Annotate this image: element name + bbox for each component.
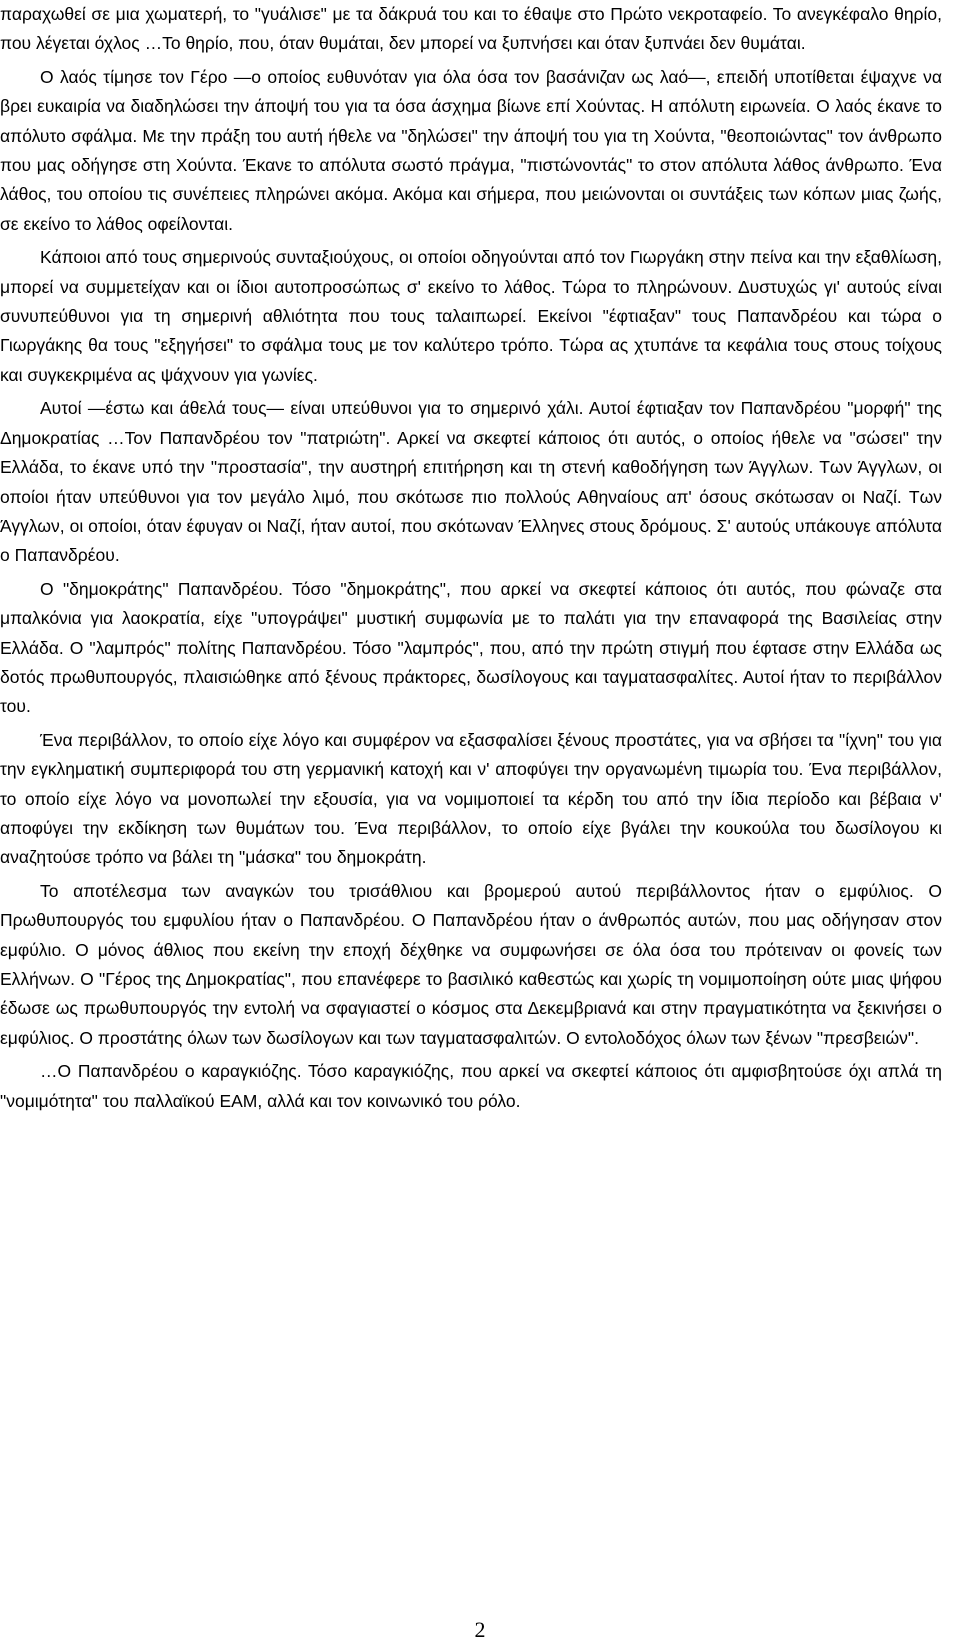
paragraph: Ο "δημοκράτης" Παπανδρέου. Τόσο "δημοκράτης", που αρκεί να σκεφτεί κάποιος ότι αυτός, που φώναζε στα μπαλκόνια για λαοκρατία, είχε "υπογράψει" μυστική συμφωνία με το παλάτι για την επαναφορά της Βασιλείας στην Ελλάδα. Ο "λαμπρός" πολίτης Παπανδρέου. Τόσο "λαμπρός", που, από την πρώτη στιγμή που έφτασε στην Ελλάδα ως δοτός πρωθυπουργός, πλαισιώθηκε από ξένους πράκτορες, δωσίλογους και ταγματασφαλίτες. Αυτοί ήταν το περιβάλλον του. — [0, 578, 942, 717]
page-number: 2 — [474, 1617, 486, 1642]
paragraph: …Ο Παπανδρέου ο καραγκιόζης. Τόσο καραγκιόζης, που αρκεί να σκεφτεί κάποιος ότι αμφισβητούσε όχι απλά τη "νομιμότητα" του παλλαϊκού ΕΑΜ, αλλά και τον κοινωνικό του ρόλο. — [0, 1061, 942, 1111]
paragraph: Το αποτέλεσμα των αναγκών του τρισάθλιου και βρομερού αυτού περιβάλλοντος ήταν ο εμφύλιος. Ο Πρωθυπουργός του εμφυλίου ήταν ο Παπανδρέου. Ο Παπανδρέου ήταν ο άνθρωπός αυτών, που μας οδήγησαν στον εμφύλιο. Ο μόνος άθλιος που εκείνη την εποχή δέχθηκε να συμφωνήσει σε όλα όσα του πρότειναν οι φονείς των Ελλήνων. Ο "Γέρος της Δημοκρατίας", που επανέφερε το βασιλικό καθεστώς και χωρίς τη νομιμοποίηση ούτε μιας ψήφου έδωσε ως πρωθυπουργός την εντολή να σφαγιαστεί ο κόσμος στα Δεκεμβριανά και στην πραγματικότητα να ξεκινήσει ο εμφύλιος. Ο προστάτης όλων των δωσίλογων και των ταγματασφαλιτών. Ο εντολοδόχος όλων των ξένων "πρεσβειών". — [0, 880, 942, 1048]
paragraph: Αυτοί —έστω και άθελά τους— είναι υπεύθυνοι για το σημερινό χάλι. Αυτοί έφτιαξαν τον Παπανδρέου "μορφή" της Δημοκρατίας …Τον Παπανδρέου τον "πατριώτη". Αρκεί να σκεφτεί κάποιος ότι αυτός, ο οποίος ήθελε να "σώσει" την Ελλάδα, το έκανε υπό την "προστασία", την αυστηρή επιτήρηση και τη στενή καθοδήγηση των Άγγλων. Των Άγγλων, οι οποίοι ήταν υπεύθυνοι για τον μεγάλο λιμό, που σκότωσε πιο πολλούς Αθηναίους απ' όσους σκότωσαν οι Ναζί. Των Άγγλων, οι οποίοι, όταν έφυγαν οι Ναζί, ήταν αυτοί, που σκότωναν Έλληνες στους δρόμους. Σ' αυτούς υπάκουγε απόλυτα ο Παπανδρέου. — [0, 398, 942, 566]
paragraph: Ο λαός τίμησε τον Γέρο —ο οποίος ευθυνόταν για όλα όσα τον βασάνιζαν ως λαό—, επειδή υποτίθεται έψαχνε να βρει ευκαιρία να διαδηλώσει την άποψή του για τα όσα άσχημα βίωνε επί Χούντας. Η απόλυτη ειρωνεία. Ο λαός έκανε το απόλυτο σφάλμα. Με την πράξη του αυτή ήθελε να "δηλώσει" την άποψή του για τη Χούντα, "θεοποιώντας" τον άνθρωπο που μας οδήγησε στη Χούντα. Έκανε το απόλυτα σωστό πράγμα, "πιστώνοντάς" το στον απόλυτα λάθος άνθρωπο. Ένα λάθος, του οποίου τις συνέπειες πληρώνει ακόμα. Ακόμα και σήμερα, που μειώνονται οι συντάξεις των κόπων μιας ζωής, σε εκείνο το λάθος οφείλονται. — [0, 66, 942, 234]
paragraph: Ένα περιβάλλον, το οποίο είχε λόγο και συμφέρον να εξασφαλίσει ξένους προστάτες, για να σβήσει τα "ίχνη" του για την εγκληματική συμπεριφορά του στη γερμανική κατοχή και ν' αποφύγει την οργανωμένη τιμωρία του. Ένα περιβάλλον, το οποίο είχε λόγο να μονοπωλεί την εξουσία, για να νομιμοποιεί τα κέρδη του από την ίδια περίοδο και βέβαια ν' αποφύγει την εκδίκηση των θυμάτων του. Ένα περιβάλλον, το οποίο είχε βγάλει την κουκούλα του δωσίλογου κι αναζητούσε τρόπο να βάλει τη "μάσκα" του δημοκράτη. — [0, 729, 942, 868]
paragraph: Κάποιοι από τους σημερινούς συνταξιούχους, οι οποίοι οδηγούνται από τον Γιωργάκη στην πείνα και την εξαθλίωση, μπορεί να συμμετείχαν και οι ίδιοι αυτοπροσώπως σ' εκείνο το λάθος. Τώρα το πληρώνουν. Δυστυχώς γι' αυτούς είναι συνυπεύθυνοι για τη σημερινή αθλιότητα που τους ταλαιπωρεί. Εκείνοι "έφτιαξαν" τους Παπανδρέου και τώρα ο Γιωργάκης θα τους "εξηγήσει" το σφάλμα τους με τον καλύτερο τρόπο. Τώρα ας χτυπάνε τα κεφάλια τους στους τοίχους και συγκεκριμένα ας ψάχνουν για γωνίες. — [0, 247, 942, 385]
paragraph: παραχωθεί σε μια χωματερή, το "γυάλισε" με τα δάκρυά του και το έθαψε στο Πρώτο νεκροταφείο. Το ανεγκέφαλο θηρίο, που λέγεται όχλος …Το θηρίο, που, όταν θυμάται, δεν μπορεί να ξυπνήσει και όταν ξυπνάει δεν θυμάται. — [0, 4, 942, 54]
